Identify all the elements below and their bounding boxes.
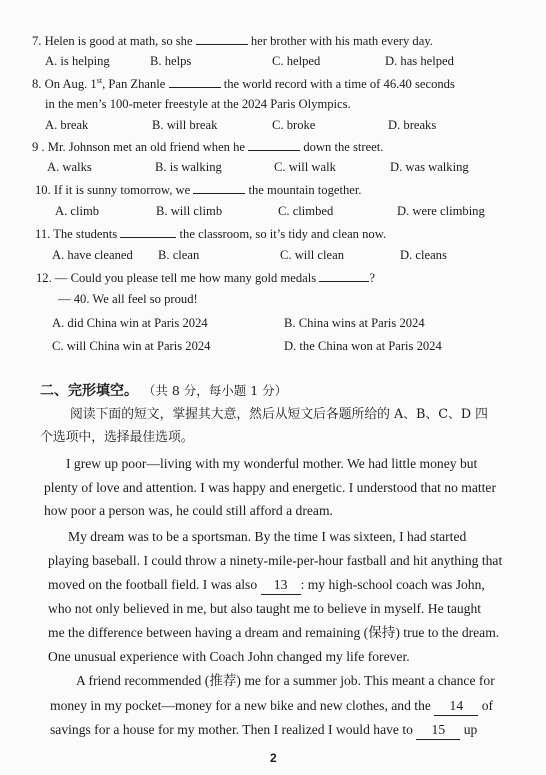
q9-stem-end: down the street.	[303, 140, 384, 154]
q9-option-d: D. was walking	[390, 160, 469, 174]
blank-13: 13	[261, 576, 301, 595]
p3-line3-start: savings for a house for my mother. Then I realized I would have to	[50, 722, 413, 737]
question-8	[32, 75, 455, 92]
q10-stem-end: the mountain together.	[248, 183, 362, 197]
blank-15: 15	[416, 721, 460, 740]
q11-option-c: C. will clean	[280, 248, 345, 262]
q12-option-c: C. will China win at Paris 2024	[52, 339, 211, 353]
q10-blank	[193, 181, 245, 194]
q8-blank	[169, 75, 221, 88]
passage-p2-line4: who not only believed in me, but also taught me to believe in myself. He taught	[48, 601, 482, 616]
passage-p3-line3	[50, 721, 477, 740]
q10-option-d: D. were climbing	[397, 204, 485, 218]
q8-option-d: D. breaks	[388, 118, 437, 132]
page-number: 2	[270, 751, 277, 765]
q12-option-a: A. did China win at Paris 2024	[52, 316, 208, 330]
q12-option-d: D. the China won at Paris 2024	[284, 339, 442, 353]
q9-option-b: B. is walking	[155, 160, 222, 174]
q11-stem-end: the classroom, so it’s tidy and clean now.	[179, 227, 387, 241]
passage-p3-line2	[50, 697, 493, 716]
q10-option-a: A. climb	[55, 204, 100, 218]
question-11	[35, 225, 386, 242]
q11-stem: 11. The students	[35, 227, 118, 241]
q10-stem: 10. If it is sunny tomorrow, we	[35, 183, 191, 197]
question-10	[35, 181, 361, 198]
passage-p1-line1: I grew up poor—living with my wonderful mother. We had little money but	[66, 456, 478, 471]
passage-p2-line1: My dream was to be a sportsman. By the time I was sixteen, I had started	[68, 529, 467, 544]
q7-option-d: D. has helped	[385, 54, 454, 68]
passage-p1-line2: plenty of love and attention. I was happy and energetic. I understood that no matter	[44, 480, 496, 495]
section-heading	[40, 382, 287, 400]
blank-14: 14	[434, 697, 478, 716]
question-7	[32, 32, 433, 49]
q7-option-a: A. is helping	[45, 54, 110, 68]
p2-line3-end: : my high-school coach was John,	[300, 577, 485, 592]
passage-p2-line2: playing baseball. I could throw a ninety-mile-per-hour fastball and hit anything that	[48, 553, 503, 568]
q12-option-b: B. China wins at Paris 2024	[284, 316, 425, 330]
section-instruction-2: 个选项中，选择最佳选项。	[40, 430, 194, 445]
q7-option-b: B. helps	[150, 54, 192, 68]
section-instruction-1: 阅读下面的短文，掌握其大意，然后从短文后各题所给的 A、B、C、D 四	[70, 407, 488, 422]
q11-blank	[120, 225, 176, 238]
q8-stem-line2: in the men’s 100-meter freestyle at the 2024 Paris Olympics.	[45, 97, 351, 111]
question-12	[36, 269, 375, 286]
q7-blank	[196, 32, 248, 45]
q9-stem: 9 . Mr. Johnson met an old friend when he	[32, 140, 246, 154]
p3-line3-end: up	[463, 722, 478, 737]
q10-option-b: B. will climb	[156, 204, 223, 218]
q7-stem-end: her brother with his math every day.	[250, 34, 433, 48]
q7-stem: 7. Helen is good at math, so she	[32, 34, 193, 48]
q10-option-c: C. climbed	[278, 204, 334, 218]
passage-p2-line5: me the difference between having a dream and remaining (保持) true to the dream.	[48, 625, 500, 640]
q11-option-d: D. cleans	[400, 248, 447, 262]
q9-option-c: C. will walk	[274, 160, 336, 174]
q8-option-c: C. broke	[272, 118, 316, 132]
q11-option-b: B. clean	[158, 248, 200, 262]
q12-stem-end: ?	[369, 271, 375, 285]
q8-option-b: B. will break	[152, 118, 218, 132]
passage-p3-line1: A friend recommended (推荐) me for a summer job. This meant a chance for	[76, 673, 495, 688]
question-9	[32, 138, 383, 155]
q8-stem: 8. On Aug. 1	[32, 77, 97, 91]
q8-option-a: A. break	[45, 118, 89, 132]
section-points: （共 8 分，每小题 1 分）	[142, 383, 288, 398]
q9-blank	[248, 138, 300, 151]
p2-line3-start: moved on the football field. I was also	[48, 577, 258, 592]
p3-line2-start: money in my pocket—money for a new bike and new clothes, and the	[50, 698, 431, 713]
passage-p2-line6: One unusual experience with Coach John changed my life forever.	[48, 649, 410, 664]
q12-blank	[319, 269, 369, 282]
q7-option-c: C. helped	[272, 54, 321, 68]
q12-stem: 12. — Could you please tell me how many gold medals	[36, 271, 317, 285]
q8-stem-end: the world record with a time of 46.40 seconds	[223, 77, 455, 91]
q11-option-a: A. have cleaned	[52, 248, 133, 262]
q9-option-a: A. walks	[47, 160, 92, 174]
q8-stem-mid: , Pan Zhanle	[102, 77, 166, 91]
passage-p2-line3	[48, 576, 485, 595]
section-title: 二、完形填空。	[40, 383, 138, 399]
passage-p1-line3: how poor a person was, he could still afford a dream.	[44, 503, 333, 518]
q8-sup: st	[96, 75, 103, 85]
p3-line2-end: of	[481, 698, 494, 713]
q12-answer-line: — 40. We all feel so proud!	[58, 292, 198, 306]
